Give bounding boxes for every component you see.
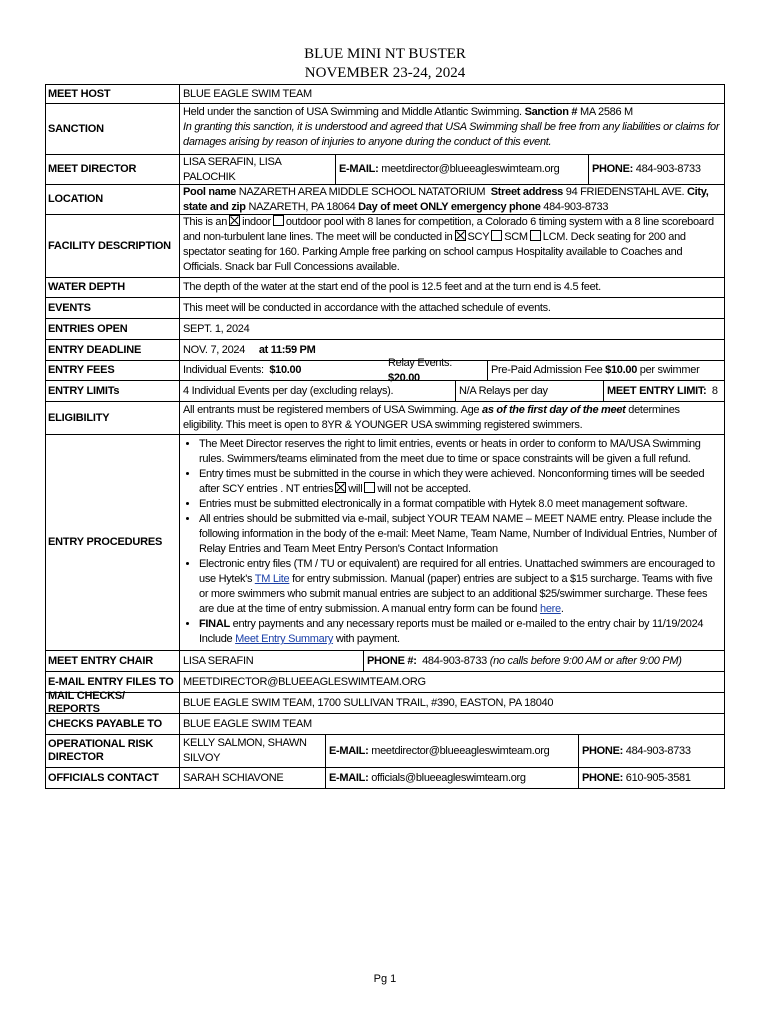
- procedure-item: • Entries must be submitted electronically in a format compatible with Hytek 8.0 meet management software.: [199, 497, 721, 512]
- phone-value: 610-905-3581: [625, 771, 691, 784]
- lcm-label: LCM.: [542, 231, 568, 243]
- row-entry-procedures: [45, 434, 725, 650]
- scm-checkbox[interactable]: [491, 230, 502, 241]
- nt-will-not-label: will not be accepted.: [377, 483, 471, 495]
- row-water-depth: [45, 277, 725, 297]
- outdoor-checkbox[interactable]: [273, 215, 284, 226]
- email-value: meetdirector@blueeagleswimteam.org: [371, 744, 550, 757]
- label-location: LOCATION: [45, 185, 180, 214]
- procedure-item: • The Meet Director reserves the right to limit entries, events or heats in order to conform to MA/USA Swimming rules. Swimmers/teams eliminated from the meet due to time or space constraints will be given a full refund.: [199, 437, 721, 467]
- officials-email: [325, 768, 578, 788]
- meet-director-email: [335, 155, 588, 184]
- sanction-value: [180, 104, 725, 154]
- meet-entry-summary-link[interactable]: Meet Entry Summary: [235, 633, 334, 645]
- row-entry-limits: [45, 380, 725, 401]
- manual-entry-form-link[interactable]: here: [540, 603, 561, 615]
- procedure-text: for entry submission. Manual (paper) entries are subject to a $15 surcharge. Teams with five or more swimmers who submit manual entries are subject to an additional $25/swimmer surcharge. These fees are due at the time of entry submission. A manual entry form can be found: [199, 573, 713, 615]
- officials-name: SARAH SCHIAVONE: [183, 771, 284, 784]
- city-label: City, state and zip: [183, 186, 709, 213]
- sanction-text: Held under the sanction of USA Swimming and Middle Atlantic Swimming.: [183, 106, 522, 118]
- nt-will-checkbox-checked[interactable]: [335, 482, 346, 493]
- row-entry-deadline: [45, 339, 725, 360]
- street-address: 94 FRIEDENSTAHL AVE.: [565, 186, 685, 198]
- emergency-phone-label: Day of meet ONLY emergency phone: [358, 201, 541, 213]
- label-checks-payable: CHECKS PAYABLE TO: [45, 714, 180, 734]
- eligibility-text-c: determines eligibility. This meet is open to 8YR & YOUNGER USA swimming registered swimmers.: [183, 404, 680, 431]
- label-entry-limits: ENTRY LIMITs: [45, 381, 180, 401]
- meet-host-value: BLUE EAGLE SWIM TEAM: [180, 85, 725, 103]
- document-title: BLUE MINI NT BUSTER: [304, 46, 466, 62]
- meet-limit-label: MEET ENTRY LIMIT:: [607, 384, 707, 397]
- row-operational-risk: [45, 734, 725, 767]
- location-value: [180, 185, 725, 214]
- ops-risk-email: [325, 735, 578, 767]
- phone-label: PHONE:: [582, 771, 623, 784]
- tm-lite-link[interactable]: TM Lite: [254, 573, 290, 585]
- entry-procedures-value: [180, 435, 725, 650]
- row-mail-checks: [45, 692, 725, 713]
- ops-risk-name: KELLY SALMON, SHAWN SILVOY: [183, 737, 307, 764]
- document-date: NOVEMBER 23-24, 2024: [304, 65, 466, 81]
- email-label: E-MAIL:: [339, 163, 379, 175]
- admission-fee-label: Pre-Paid Admission Fee: [491, 364, 603, 376]
- scm-label: SCM: [504, 231, 528, 243]
- eligibility-value: [180, 402, 725, 434]
- row-eligibility: [45, 401, 725, 434]
- label-entry-fees: ENTRY FEES: [45, 361, 180, 380]
- row-facility: [45, 214, 725, 277]
- table-bottom-border: [45, 788, 725, 789]
- phone-value: 484-903-8733: [635, 163, 701, 175]
- nt-will-not-checkbox[interactable]: [364, 482, 375, 493]
- label-officials-contact: OFFICIALS CONTACT: [45, 768, 180, 788]
- label-meet-entry-chair: MEET ENTRY CHAIR: [45, 651, 180, 671]
- phone-label: PHONE:: [592, 163, 633, 175]
- meet-director-name: LISA SERAFIN, LISA PALOCHIK: [183, 155, 281, 183]
- eligibility-text-a: All entrants must be registered members of USA Swimming. Age: [183, 404, 480, 416]
- nt-will-label: will: [348, 483, 363, 495]
- row-location: [45, 184, 725, 214]
- label-email-entry: E-MAIL ENTRY FILES TO: [45, 672, 180, 692]
- procedure-text: entry payments and any necessary reports must be mailed or e-mailed to the entry chair by 11/19/2024 Include: [199, 618, 704, 645]
- procedure-text: Electronic entry files (TM / TU or equivalent) are required for all entries. Unattached swimmers are encouraged to use Hytek's: [199, 558, 715, 585]
- facility-value: [180, 215, 725, 277]
- label-sanction: SANCTION: [45, 104, 180, 154]
- label-events: EVENTS: [45, 298, 180, 318]
- entries-open-value: SEPT. 1, 2024: [180, 319, 725, 339]
- street-label: Street address: [490, 186, 563, 198]
- email-label: E-MAIL:: [329, 771, 369, 784]
- label-meet-director: MEET DIRECTOR: [45, 155, 180, 184]
- water-depth-value: The depth of the water at the start end of the pool is 12.5 feet and at the turn end is 4.5 feet.: [180, 278, 725, 297]
- label-eligibility: ELIGIBILITY: [45, 402, 180, 434]
- meet-limit-value: 8: [711, 384, 718, 397]
- indoor-checkbox-checked[interactable]: [229, 215, 240, 226]
- deadline-date: NOV. 7, 2024: [183, 343, 246, 356]
- label-entry-procedures: ENTRY PROCEDURES: [45, 435, 180, 650]
- indoor-label: indoor: [242, 216, 271, 228]
- phone-label: PHONE #:: [367, 654, 417, 667]
- row-events: [45, 297, 725, 318]
- phone-value: 484-903-8733: [422, 654, 487, 667]
- individual-limit: 4 Individual Events per day (excluding relays).: [183, 384, 394, 397]
- procedure-text: with payment.: [335, 633, 400, 645]
- label-water-depth: WATER DEPTH: [45, 278, 180, 297]
- email-label: E-MAIL:: [329, 744, 369, 757]
- row-sanction: [45, 103, 725, 154]
- pool-label: Pool name: [183, 186, 236, 198]
- entry-chair-phone: [363, 651, 725, 671]
- phone-value: 484-903-8733: [625, 744, 691, 757]
- label-entries-open: ENTRIES OPEN: [45, 319, 180, 339]
- row-meet-host: [45, 84, 725, 103]
- procedure-item: • All entries should be submitted via e-mail, subject YOUR TEAM NAME – MEET NAME entry. Please include the following information in the body of the e-mail: Meet Name, Team Name, Number of Individual Entries, Number of Relay Entries and Team Meet Entry Person's Contact Information: [199, 512, 721, 557]
- row-meet-entry-chair: [45, 650, 725, 671]
- events-value: This meet will be conducted in accordance with the attached schedule of events.: [180, 298, 725, 318]
- email-value: officials@blueeagleswimteam.org: [371, 771, 526, 784]
- officials-phone: [578, 768, 725, 788]
- checks-payable-value: BLUE EAGLE SWIM TEAM: [180, 714, 725, 734]
- relay-fee: [385, 356, 487, 384]
- facility-intro: This is an: [183, 216, 228, 228]
- relay-fee-label: Relay Events:: [388, 356, 452, 369]
- final-label: FINAL: [199, 618, 230, 630]
- row-officials-contact: [45, 767, 725, 788]
- row-meet-director: [45, 154, 725, 184]
- scy-checkbox-checked[interactable]: [455, 230, 466, 241]
- row-checks-payable: [45, 713, 725, 734]
- emergency-phone: 484-903-8733: [543, 201, 609, 213]
- phone-label: PHONE:: [582, 744, 623, 757]
- deadline-time: at 11:59 PM: [258, 343, 316, 356]
- label-operational-risk: OPERATIONAL RISK DIRECTOR: [45, 735, 180, 767]
- sanction-disclaimer: In granting this sanction, it is understood and agreed that USA Swimming shall be free from any liabilities or claims for damages arising by reason of injuries to anyone during the conduct of this event.: [183, 121, 720, 148]
- scy-label: SCY: [467, 231, 490, 243]
- sanction-number: MA 2586 M: [579, 106, 633, 118]
- meet-director-phone: [588, 155, 725, 184]
- email-entry-value: MEETDIRECTOR@BLUEEAGLESWIMTEAM.ORG: [180, 672, 725, 692]
- label-meet-host: MEET HOST: [45, 85, 180, 103]
- procedure-item: • Electronic entry files (TM / TU or equivalent) are required for all entries. Unattached swimmers are encouraged to use Hytek's TM Lite for entry submission. Manual (paper) entries are subject to a $15 surcharge. Teams with five or more swimmers who submit manual entries are subject to an additional $25/swimmer surcharge. These fees are due at the time of entry submission. A manual entry form can be found here.: [199, 557, 721, 617]
- city-state-zip: NAZARETH, PA 18064: [248, 201, 356, 213]
- procedure-item: [199, 617, 721, 647]
- procedures-list: [181, 437, 721, 647]
- label-entry-deadline: ENTRY DEADLINE: [45, 340, 180, 360]
- procedure-item: [199, 467, 721, 497]
- call-hours-note: (no calls before 9:00 AM or after 9:00 PM): [489, 654, 682, 667]
- label-facility: FACILITY DESCRIPTION: [45, 215, 180, 277]
- individual-fee: [180, 361, 385, 380]
- pool-name: NAZARETH AREA MIDDLE SCHOOL NATATORIUM: [238, 186, 486, 198]
- facility-description-text: outdoor pool with 8 lanes for competition, a Colorado 6 timing system with a 8 line scoreboard and non-turbulent lane lines. The meet will be conducted in: [183, 216, 714, 243]
- admission-fee-value: $10.00: [605, 364, 638, 376]
- entry-chair-name: LISA SERAFIN: [183, 654, 254, 667]
- individual-fee-label: Individual Events:: [183, 364, 264, 376]
- row-entry-fees: [45, 356, 725, 384]
- admission-fee: [487, 361, 725, 380]
- meet-entry-limit: [603, 381, 725, 401]
- individual-fee-value: $10.00: [269, 364, 302, 376]
- page-number: Pg 1: [373, 973, 397, 985]
- facility-details: Deck seating for 200 and spectator seating for 160. Parking Ample free parking on school campus Hospitality available to Coaches and Officials. Snack bar Full Concessions available.: [183, 231, 686, 273]
- relay-fee-value: $20.00: [388, 371, 420, 384]
- sanction-number-label: Sanction #: [524, 106, 578, 118]
- ops-risk-phone: [578, 735, 725, 767]
- admission-fee-suffix: per swimmer: [639, 364, 700, 376]
- row-entries-open: [45, 318, 725, 339]
- lcm-checkbox[interactable]: [530, 230, 541, 241]
- relay-limit: N/A Relays per day: [455, 381, 603, 401]
- row-email-entry: [45, 671, 725, 692]
- procedure-text: Entry times must be submitted in the course in which they were achieved. Nonconforming times will be seeded after SCY entries . NT entries: [199, 468, 705, 495]
- eligibility-emphasis: as of the first day of the meet: [482, 404, 626, 416]
- mail-checks-value: BLUE EAGLE SWIM TEAM, 1700 SULLIVAN TRAIL, #390, EASTON, PA 18040: [180, 693, 725, 713]
- email-value: meetdirector@blueeagleswimteam.org: [381, 163, 560, 175]
- label-mail-checks: MAIL CHECKS/ REPORTS: [45, 693, 180, 713]
